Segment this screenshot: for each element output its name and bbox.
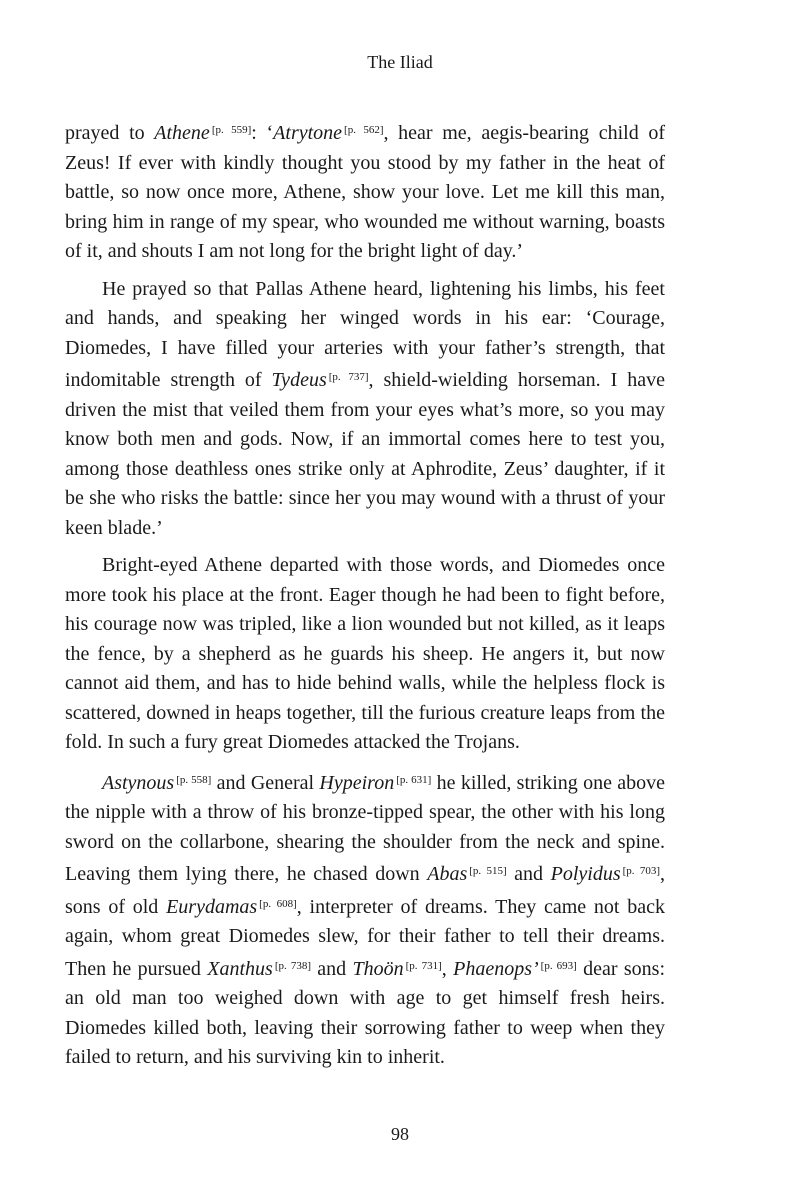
text-run: and General: [211, 771, 320, 794]
name-astynous: Astynous: [102, 771, 175, 794]
page-reference-link[interactable]: [p. 559]: [211, 124, 252, 136]
text-run: He prayed so that Pallas Athene heard, lightening his limbs, his feet and hands, and speaking her winged words in his ear: ‘Courage, Diomedes, I have filled your arteries with your father’s strength, that indomitable strength of: [65, 277, 665, 391]
text-run: , shield-wielding horseman. I have driven the mist that veiled them from your eyes what’s more, so you may know both men and gods. Now, if an immortal comes here to test you, among those deathless ones strike only at Aphrodite, Zeus’ daughter, if it be she who risks the battle: since her you may wound with a thrust of your keen blade.’: [65, 369, 665, 539]
page-reference-link[interactable]: [p. 562]: [344, 124, 384, 136]
text-run: : ‘: [251, 122, 274, 144]
page-reference-link[interactable]: [p. 731]: [405, 959, 442, 972]
text-run: and: [310, 957, 353, 980]
page-reference-link[interactable]: [p. 703]: [622, 865, 661, 877]
paragraph-1: [65, 116, 665, 267]
name-phaenops: Phaenops’: [453, 957, 539, 980]
name-hypeiron: Hypeiron: [319, 771, 395, 794]
text-run: Bright-eyed Athene departed with those words, and Diomedes once more took his place at the front. Eager though he had been to fight before, his courage now was tripled, like a lion wounded but not killed, as it leaps the fence, by a shepherd as he guards his sheep. He angers it, but now cannot aid them, and has to hide behind walls, while the helpless flock is scattered, downed in heaps together, till the furious creature leaps from the fold. In such a fury great Diomedes attacked the Trojans.: [65, 554, 665, 753]
page-reference-link[interactable]: [p. 515]: [469, 865, 507, 877]
name-atrytone: Atrytone: [273, 122, 343, 144]
text-run: prayed to: [65, 122, 155, 144]
page-reference-link[interactable]: [p. 608]: [259, 897, 297, 910]
name-athene: Athene: [154, 122, 210, 144]
text-run: and: [506, 863, 551, 885]
name-tydeus: Tydeus: [271, 369, 327, 391]
text-run: , hear me, aegis-bearing child of Zeus! If ever with kindly thought you stood by my father in the heat of battle, so now once more, Athene, show your love. Let me kill this man, bring him in range of my spear, who wounded me without warning, boasts of it, and shouts I am not long for the bright light of day.’: [65, 122, 666, 262]
name-polyidus: Polyidus: [550, 863, 621, 885]
text-run: he killed, striking one above the nipple with a throw of his bronze-tipped spear, the other with his long sword on the collarbone, shearing the shoulder from the neck and spine. Leaving them lying there, he chased down: [65, 771, 666, 885]
running-title: The Iliad: [367, 52, 433, 72]
text-run: , interpreter of dreams. They came not back again, whom great Diomedes slew, for their father to tell their dreams. Then he pursued: [65, 895, 665, 980]
name-thoon: Thoön: [352, 957, 404, 980]
page-reference-link[interactable]: [p. 738]: [274, 959, 311, 972]
paragraph-2: [65, 275, 665, 544]
name-eurydamas: Eurydamas: [166, 895, 258, 918]
name-abas: Abas: [427, 863, 468, 885]
page-reference-link[interactable]: [p. 693]: [540, 959, 577, 972]
text-body: [65, 116, 665, 1081]
name-xanthus: Xanthus: [207, 957, 273, 980]
page-number: 98: [391, 1124, 409, 1144]
page-reference-link[interactable]: [p. 737]: [328, 371, 369, 383]
text-run: , sons of old: [65, 863, 666, 918]
paragraph-4: [65, 766, 665, 1073]
page-reference-link[interactable]: [p. 631]: [396, 773, 432, 786]
paragraph-3: [65, 551, 665, 758]
page-reference-link[interactable]: [p. 558]: [176, 773, 212, 786]
text-run: dear sons: an old man too weighed down with age to get himself fresh heirs. Diomedes killed both, leaving their sorrowing father to weep when they failed to return, and his surviving kin to inherit.: [65, 957, 666, 1068]
text-run: ,: [441, 957, 454, 980]
